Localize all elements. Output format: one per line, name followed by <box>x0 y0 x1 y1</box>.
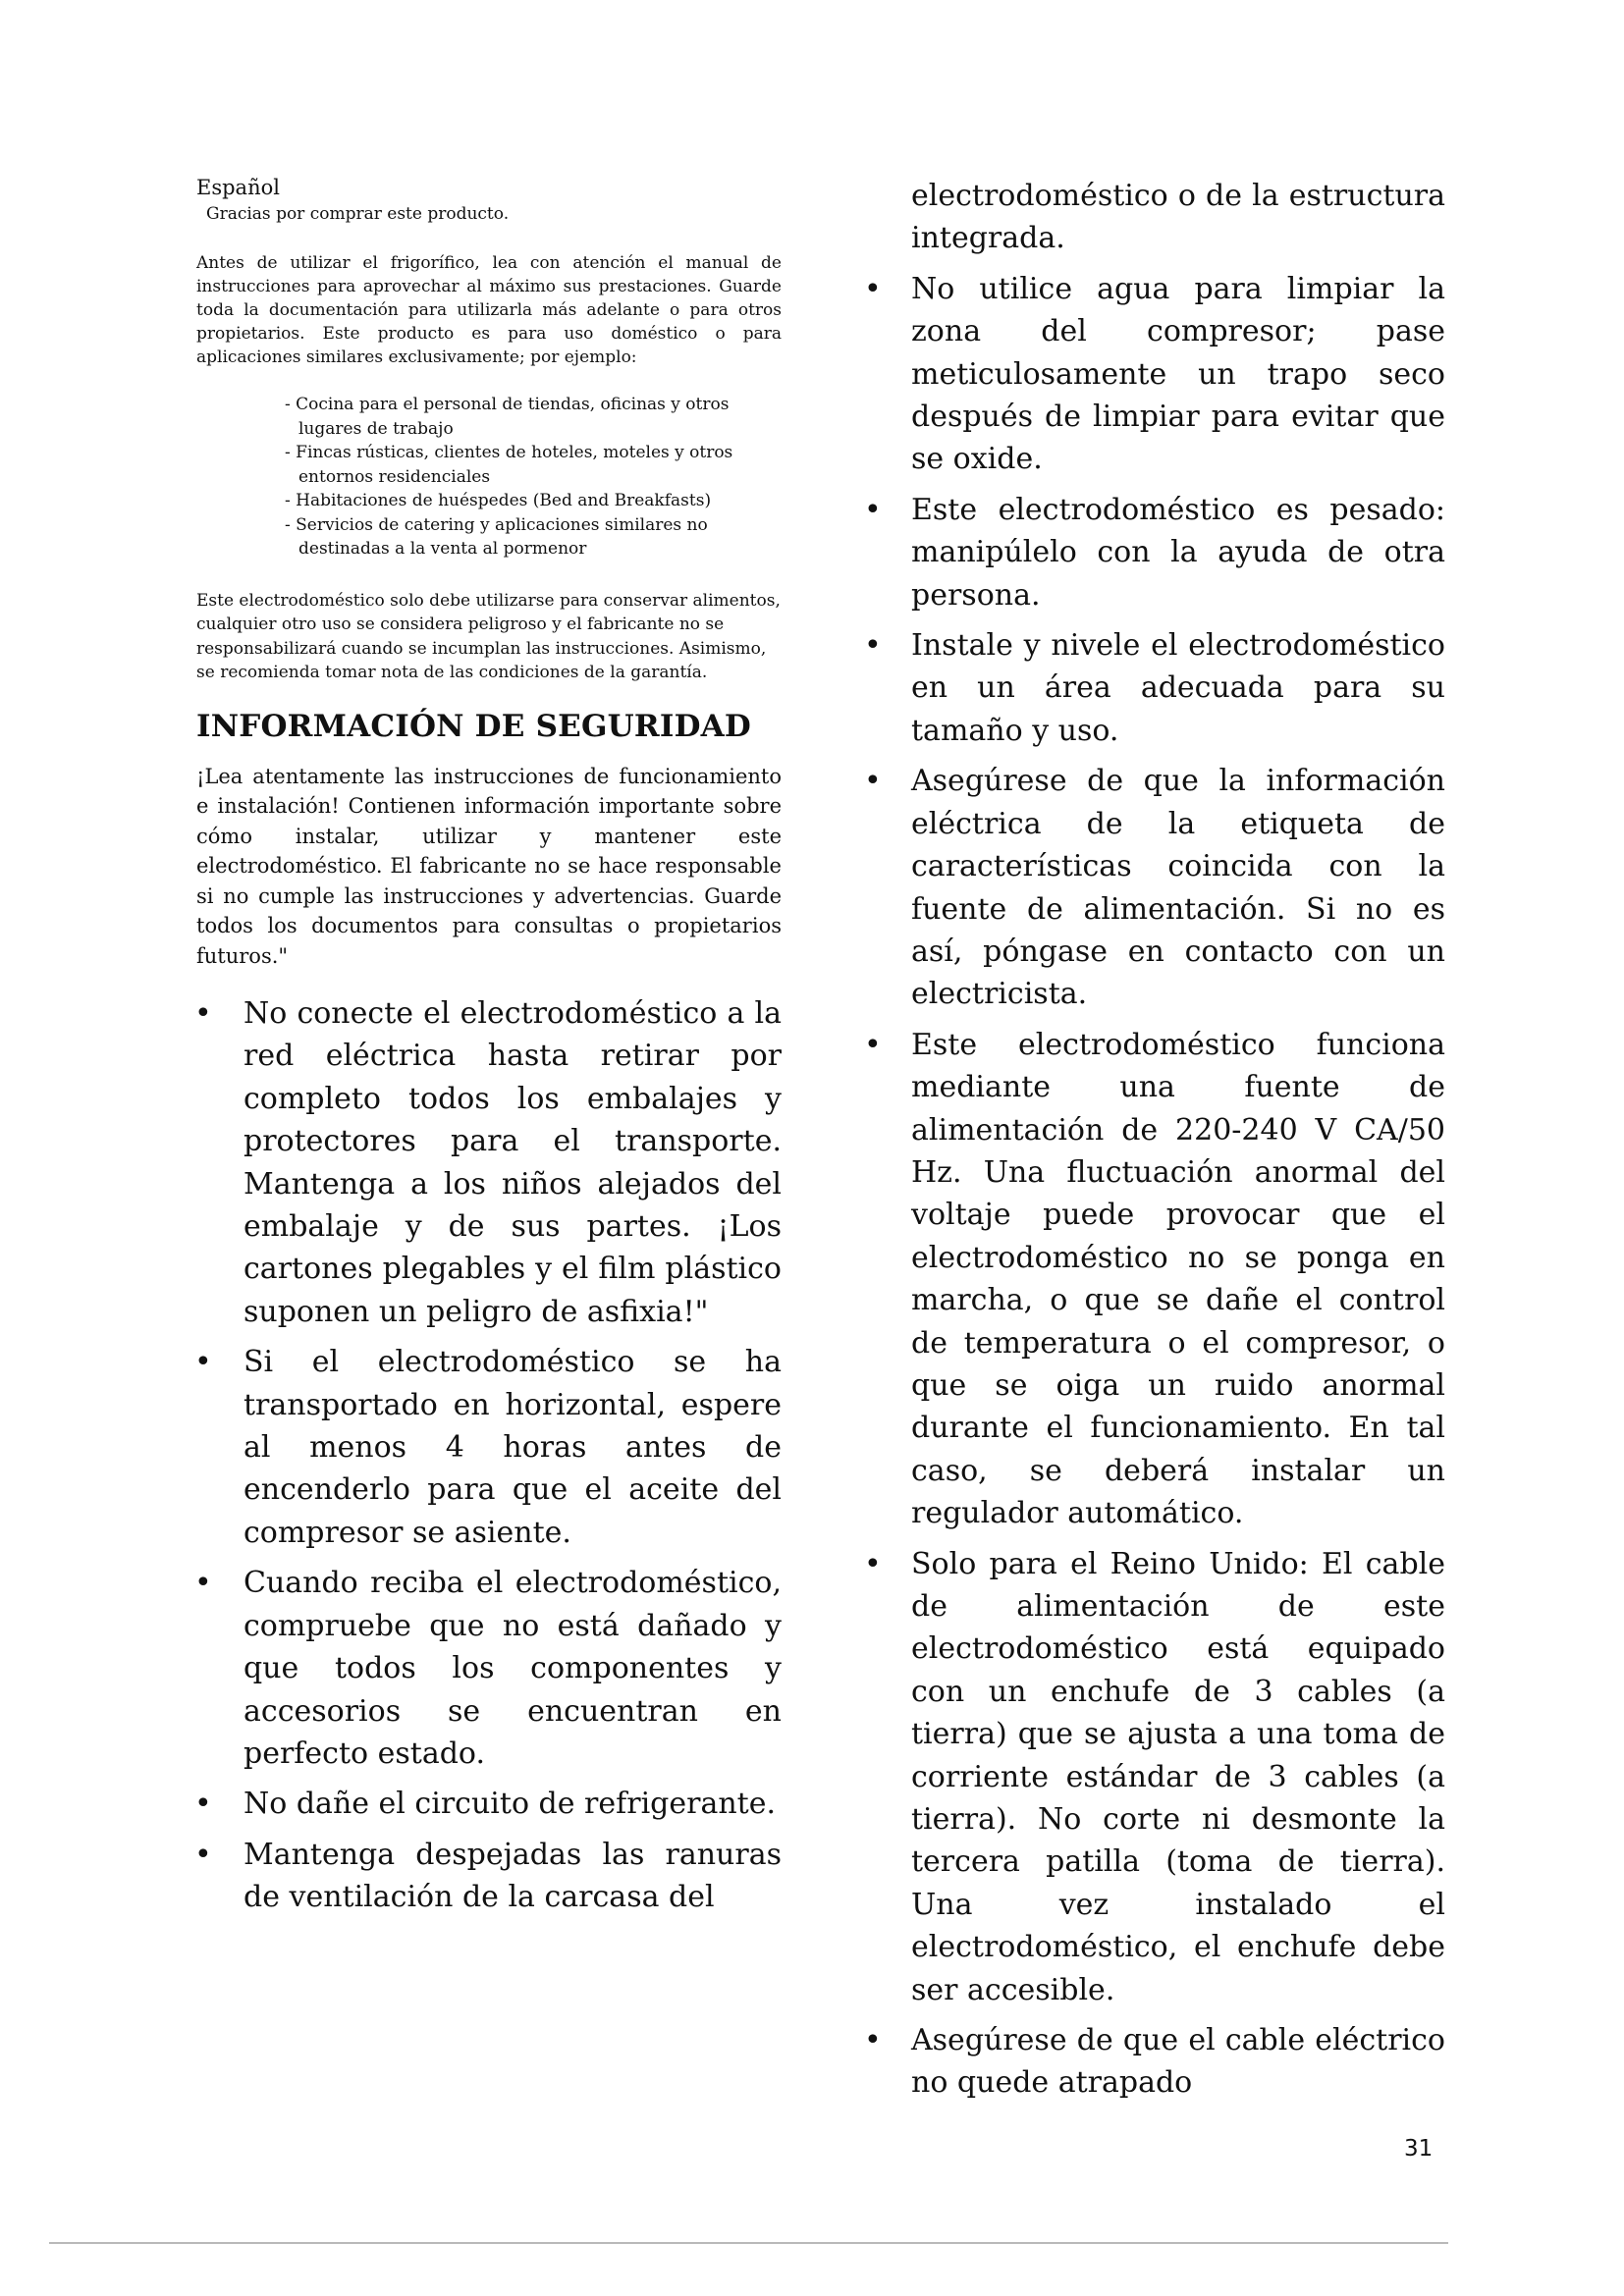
safety-bullet: • No dañe el circuito de refrigerante. <box>196 1783 782 1825</box>
safety-bullet: • Instale y nivele el electrodoméstico en un área adecuada para su tamaño y uso. <box>864 624 1445 752</box>
safety-bullet: • Asegúrese de que la información eléctrica de la etiqueta de características coincida con la fuente de alimentación. Si no es así, póngase en contacto con un electricista. <box>864 760 1445 1015</box>
continued-text: electrodoméstico o de la estructura integrada. <box>911 179 1445 256</box>
safety-warning: ¡Lea atentamente las instrucciones de funcionamiento e instalación! Contienen información importante sobre cómo instalar, utilizar y mantener este electrodoméstico. El fabricante no se hace responsable si no cumple las instrucciones y advertencias. Guarde todos los documentos para consultas o propietarios futuros." <box>196 764 782 968</box>
usage-example: - Servicios de catering y aplicaciones similares no destinadas a la venta al pormenor <box>285 513 782 561</box>
safety-bullet: • Cuando reciba el electrodoméstico, compruebe que no está dañado y que todos los componentes y accesorios se encuentran en perfecto estado. <box>196 1562 782 1775</box>
safety-bullet: • Este electrodoméstico es pesado: manipúlelo con la ayuda de otra persona. <box>864 489 1445 616</box>
safety-bullet: • Si el electrodoméstico se ha transportado en horizontal, espere al menos 4 horas antes de encenderlo para que el aceite del compresor se asiente. <box>196 1341 782 1554</box>
safety-heading: INFORMACIÓN DE SEGURIDAD <box>196 708 751 744</box>
right-safety-list <box>864 268 1445 2105</box>
thanks-line: Gracias por comprar este producto. <box>206 204 510 224</box>
usage-example: - Fincas rústicas, clientes de hoteles, moteles y otros entornos residenciales <box>285 441 782 489</box>
language-label: Español <box>196 176 280 199</box>
safety-bullet: • Mantenga despejadas las ranuras de ventilación de la carcasa del <box>196 1834 782 1919</box>
usage-examples-list <box>196 393 782 561</box>
safety-bullet: • Solo para el Reino Unido: El cable de alimentación de este electrodoméstico está equipado con un enchufe de 3 cables (a tierra) que se ajusta a una toma de corriente estándar de 3 cables (a tierra). No corte ni desmonte la tercera patilla (toma de tierra). Una vez instalado el electrodoméstico, el enchufe debe ser accesible. <box>864 1543 1445 2011</box>
right-column <box>864 175 1445 2112</box>
safety-bullet: • No conecte el electrodoméstico a la red eléctrica hasta retirar por completo todos los embalajes y protectores para el transporte. Mantenga a los niños alejados del embalaje y de sus partes. ¡Los cartones plegables y el film plástico suponen un peligro de asfixia!" <box>196 992 782 1333</box>
page-number: 31 <box>1404 2136 1434 2162</box>
footer-rule <box>49 2242 1448 2244</box>
usage-example: - Cocina para el personal de tiendas, oficinas y otros lugares de trabajo <box>285 393 782 441</box>
intro-paragraph: Antes de utilizar el frigorífico, lea con atención el manual de instrucciones para aprovechar al máximo sus prestaciones. Guarde toda la documentación para utilizarla más adelante o para otros propietarios. Este producto es para uso doméstico o para aplicaciones similares exclusivamente; por ejemplo: <box>196 253 782 367</box>
safety-bullet: • No utilice agua para limpiar la zona del compresor; pase meticulosamente un trapo seco después de limpiar para evitar que se oxide. <box>864 268 1445 481</box>
left-column <box>196 175 782 1927</box>
usage-example: - Habitaciones de huéspedes (Bed and Breakfasts) <box>285 489 782 513</box>
safety-bullet: • Este electrodoméstico funciona mediante una fuente de alimentación de 220-240 V CA/50 Hz. Una fluctuación anormal del voltaje puede provocar que el electrodoméstico no se ponga en marcha, o que se dañe el control de temperatura o el compresor, o que se oiga un ruido anormal durante el funcionamiento. En tal caso, se deberá instalar un regulador automático. <box>864 1024 1445 1535</box>
left-safety-list <box>196 992 782 1919</box>
safety-bullet: • Asegúrese de que el cable eléctrico no quede atrapado <box>864 2019 1445 2105</box>
usage-note: Este electrodoméstico solo debe utilizarse para conservar alimentos, cualquier otro uso se considera peligroso y el fabricante no se responsabilizará cuando se incumplan las instrucciones. Asimismo, se recomienda tomar nota de las condiciones de la garantía. <box>196 590 781 682</box>
